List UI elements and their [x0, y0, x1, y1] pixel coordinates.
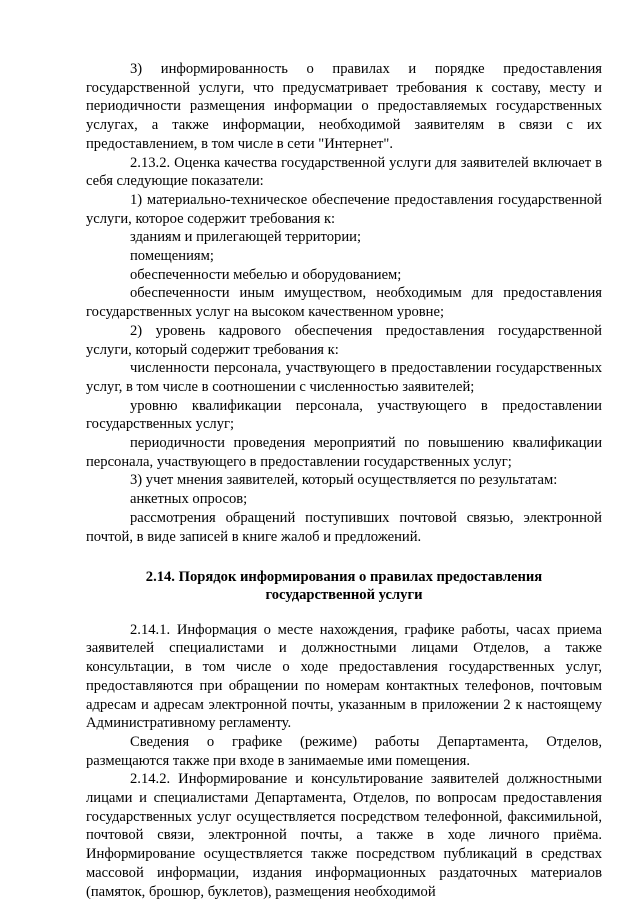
- requirements-section: [86, 60, 602, 546]
- section-heading-line2: государственной услуги: [265, 587, 423, 604]
- section-heading: [86, 568, 602, 604]
- list-item-complaints: рассмотрения обращений поступивших почтовой связью, электронной почтой, в виде записей в книге жалоб и предложений.: [86, 509, 602, 545]
- information-section: [86, 621, 602, 902]
- paragraph-schedule-info: Сведения о графике (режиме) работы Департамента, Отделов, размещаются также при входе в занимаемые ими помещения.: [86, 733, 602, 769]
- paragraph-applicant-opinion: 3) учет мнения заявителей, который осуществляется по результатам:: [130, 472, 558, 489]
- paragraph-staffing: 2) уровень кадрового обеспечения предоставления государственной услуги, который содержит требования к:: [86, 322, 602, 358]
- list-item-surveys: анкетных опросов;: [130, 491, 248, 508]
- section-heading-line1: 2.14. Порядок информирования о правилах предоставления: [145, 569, 543, 586]
- list-item-premises: помещениям;: [130, 248, 214, 265]
- paragraph-awareness: 3) информированность о правилах и порядке предоставления государственной услуги, что предусматривает требования к составу, месту и периодичности размещения информации о предоставляемых государственных услугах, а также информации, необходимой заявителям в связи с их предоставлением, в том числе в сети "Интернет".: [86, 61, 602, 152]
- list-item-buildings: зданиям и прилегающей территории;: [130, 229, 362, 246]
- paragraph-consulting: 2.14.2. Информирование и консультирование заявителей должностными лицами и специалистами Департамента, Отделов, по вопросам предоставления государственных услуг осуществляется посредством телефонной, факсимильной, почтовой связи, электронной почты, а также в ходе личного приёма. Информирование осуществляется также посредством публикаций в средствах массовой информации, издания информационных раздаточных материалов (памяток, брошюр, буклетов), размещения необходимой: [86, 771, 602, 900]
- list-item-staff-count: численности персонала, участвующего в предоставлении государственных услуг, в том числе в соотношении с численностью заявителей;: [86, 360, 602, 395]
- list-item-qualification: уровню квалификации персонала, участвующего в предоставлении государственных услуг;: [86, 397, 602, 433]
- paragraph-material-support: 1) материально-техническое обеспечение предоставления государственной услуги, которое содержит требования к:: [86, 191, 602, 227]
- list-item-property: обеспеченности иным имуществом, необходимым для предоставления государственных услуг на высоком качественном уровне;: [86, 285, 602, 321]
- list-item-training: периодичности проведения мероприятий по повышению квалификации персонала, участвующего в предоставлении государственных услуг;: [86, 435, 602, 470]
- paragraph-quality-assessment: 2.13.2. Оценка качества государственной услуги для заявителей включает в себя следующие показатели:: [86, 154, 602, 190]
- paragraph-information-location: 2.14.1. Информация о месте нахождения, графике работы, часах приема заявителей специалистами и должностными лицами Отделов, а также консультации, в том числе о ходе предоставления государственных услуг, предоставляются при обращении по номерам контактных телефонов, почтовым адресам и адресам электронной почты, указанным в приложении 2 к настоящему Административному регламенту.: [86, 621, 602, 732]
- list-item-furniture: обеспеченности мебелью и оборудованием;: [130, 266, 402, 283]
